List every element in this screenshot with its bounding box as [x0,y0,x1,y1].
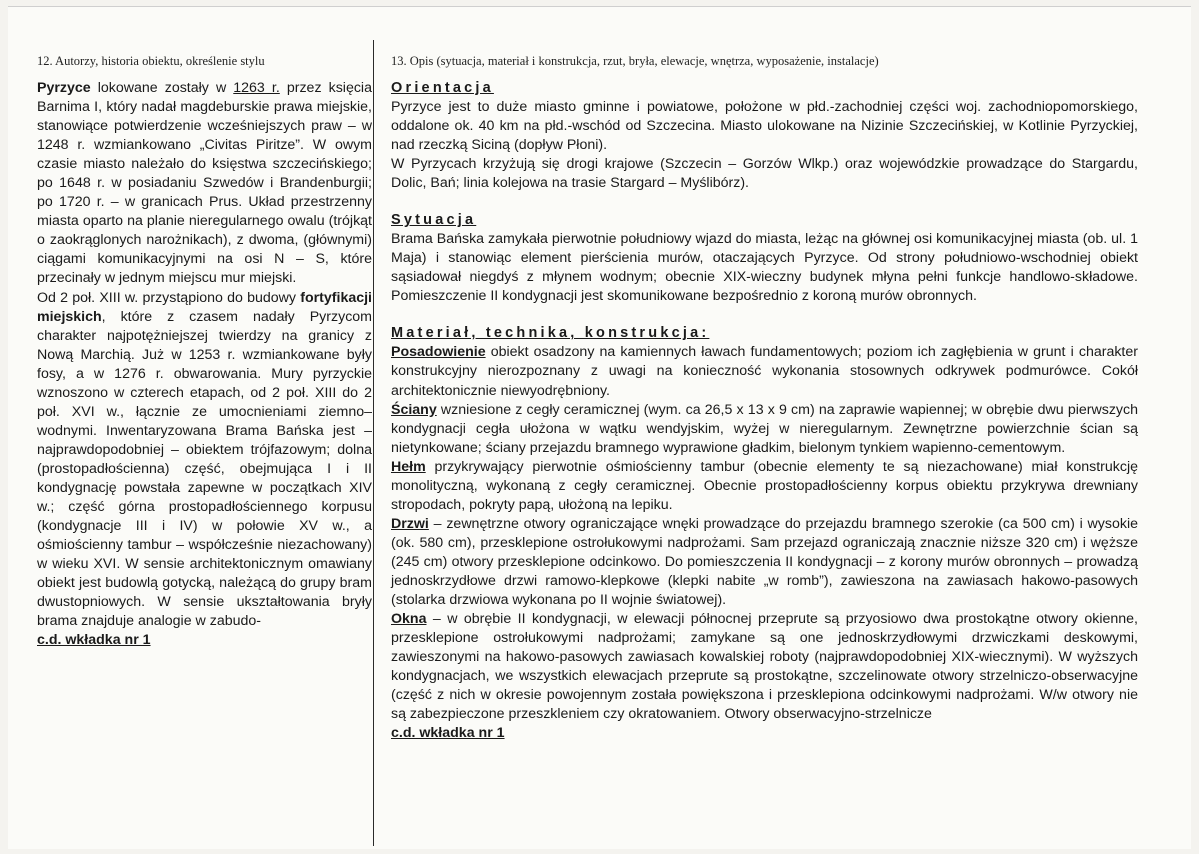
drzwi-paragraph: Drzwi – zewnętrzne otwory ograniczające wnęki prowadzące do przejazdu bramnego szerokie (ca 500 cm) i wysokie (ok. 580 cm), przesklepione ostrołukowymi nadprożami. Sam przejazd ograniczają znacznie niższe 320 cm) i węższe (245 cm) otwory przesklepione odcinkowo. Do pomieszczenia II kondygnacji – z korony murów obronnych – prowadzą jednoskrzydłowe drzwi ramowo-klepkowe (klepki nabite „w romb”), zawieszona na zawiasach hakowo-pasowych (stolarka drzwiowa wykonana po II wojnie światowej). [391,515,1138,609]
section-title-sytuacja: Sytuacja [391,212,477,229]
left-column-heading: 12. Autorzy, historia obiektu, określenie stylu [37,54,265,68]
section-title-orientacja: Orientacja [391,80,494,96]
right-column-heading: 13. Opis (sytuacja, materiał i konstrukcja, rzut, bryła, elewacje, wnętrza, wyposażenie, instalacje) [391,54,879,68]
sytuacja-text: Brama Bańska zamykała pierwotnie południowy wjazd do miasta, leżąc na głównej osi komunikacyjnej miasta (ob. ul. 1 Maja) i stanowiąc element pierścienia murów, otaczających Pyrzyce. Od strony południowo-wschodniej obiekt sąsiadował niegdyś z młynem wodnym; obecnie XIX-wieczny budynek młyna pełni funkcje handlowo-składowe. Pomieszczenie II kondygnacji jest skomunikowane bezpośrednio z koroną murów obronnych. [391,231,1138,305]
posadowienie-label: Posadowienie [391,344,486,361]
sciany-paragraph: Ściany wzniesione z cegły ceramicznej (wym. ca 26,5 x 13 x 9 cm) na zaprawie wapiennej; w obrębie dwu pierwszych kondygnacji cegła ułożona w wątku wendyjskim, wyżej w nieregularnym. Zewnętrzne powierzchnie ścian są nietynkowane; ściany przejazdu bramnego wyprawione gładkim, bielonym tynkiem wapienno-cementowym. [391,401,1138,456]
column-divider [373,40,374,846]
drzwi-label: Drzwi [391,515,429,532]
okna-paragraph: Okna – w obrębie II kondygnacji, w elewacji północnej przeprute są przyosiowo dwa prostokątne otwory okienne, przesklepione ostrołukowymi nadprożami; zamykane są one jednoskrzydłowymi drzwiczkami deskowymi, zawieszonymi na hakowo-pasowych zawiasach kowalskiej roboty (najprawdopodobniej XIX-wiecznymi). W wyższych kondygnacjach, we wszystkich elewacjach przeprute są prostokątne, szczelinowate otwory strzelniczo-obserwacyjne (część z nich w okresie powojennym została powiększona i przesklepiona odcinkowymi nadprożami. W/w otwory nie są zabezpieczone przeszkleniem czy okratowaniem. Otwory obserwacyjno-strzelnicze [391,611,1138,723]
history-column [37,79,372,650]
continued-note-right: c.d. wkładka nr 1 [391,725,505,742]
orientacja-text-2: W Pyrzycach krzyżują się drogi krajowe (Szczecin – Gorzów Wlkp.) oraz wojewódzkie prowadzące do Stargardu, Dolic, Bań; linia kolejowa na trasie Stargard – Myślibórz). [391,156,1138,192]
fortifications-term: fortyfikacji miejskich [37,289,372,325]
city-name: Pyrzyce [37,80,91,96]
posadowienie-paragraph: Posadowienie obiekt osadzony na kamiennych ławach fundamentowych; poziom ich zagłębienia w grunt i charakter konstrukcyjny nierozpoznany z uwagi na konieczność wykonania stosownych odkrywek podmurówce. Cokół architektonicznie niewyodrębniony. [391,344,1138,399]
sciany-label: Ściany [391,401,437,418]
helm-paragraph: Hełm przykrywający pierwotnie ośmiościenny tambur (obecnie elementy te są niezachowane) miał konstrukcję monolityczną, wykonaną z cegły ceramicznej. Obecnie prostopadłościenny korpus obiektu przykrywa drewniany stropodach, pokryty papą, ułożoną na lepiku. [391,458,1138,513]
founding-year: 1263 r. [233,80,280,96]
history-paragraph-1: Pyrzyce lokowane zostały w 1263 r. przez księcia Barnima I, który nadał magdeburskie prawa miejskie, stanowiące potwierdzenie wcześniejszych praw – w 1248 r. wzmiankowano „Civitas Piritze”. W owym czasie miasto należało do księstwa szczecińskiego; po 1648 r. w posiadaniu Szwedów i Brandenburgii; po 1720 r. – w granicach Prus. Układ przestrzenny miasta oparto na planie nieregularnego owalu (trójkąt o zaokrąglonych narożnikach), z dwoma, (głównymi) ciągami komunikacyjnymi na osi N – S, które przecinały w jednym miejscu mur miejski. [37,80,372,287]
okna-label: Okna [391,611,427,628]
helm-label: Hełm [391,458,426,475]
history-paragraph-2: Od 2 poł. XIII w. przystąpiono do budowy fortyfikacji miejskich, które z czasem nadały Pyrzycom charakter najpotężniejszej twierdzy na granicy z Nową Marchią. Już w 1253 r. wzmiankowane były fosy, a w 1276 r. obwarowania. Mury pyrzyckie wznoszono w czterech etapach, od 2 poł. XIII do 2 poł. XVI w., łącznie ze umocnieniami ziemno–wodnymi. Inwentaryzowana Brama Bańska jest – najprawdopodobniej – obiektem trójfazowym; dolna (prostopadłościenna) część, obejmująca I i II kondygnację powstała zapewne w początkach XIV w.; część górna prostopadłościennego korpusu (kondygnacje III i IV) w połowie XV w., a ośmiościenny tambur – współcześnie niezachowany) w wieku XVI. W sensie architektonicznym omawiany obiekt jest budowlą gotycką, należącą do grupy bram dwustopniowych. W sensie ukształtowania bryły brama znajduje analogie w zabudo- [37,289,372,630]
description-column [391,79,1138,743]
section-title-material: Materiał, technika, konstrukcja: [391,325,710,342]
orientacja-text: Pyrzyce jest to duże miasto gminne i powiatowe, położone w płd.-zachodniej części woj. zachodniopomorskiego, oddalone ok. 40 km na płd.-wschód od Szczecina. Miasto ulokowane na Nizinie Szczecińskiej, w Kotlinie Pyrzyckiej, nad rzeczką Siciną (dopływ Płoni). [391,99,1138,154]
continued-note: c.d. wkładka nr 1 [37,632,151,649]
